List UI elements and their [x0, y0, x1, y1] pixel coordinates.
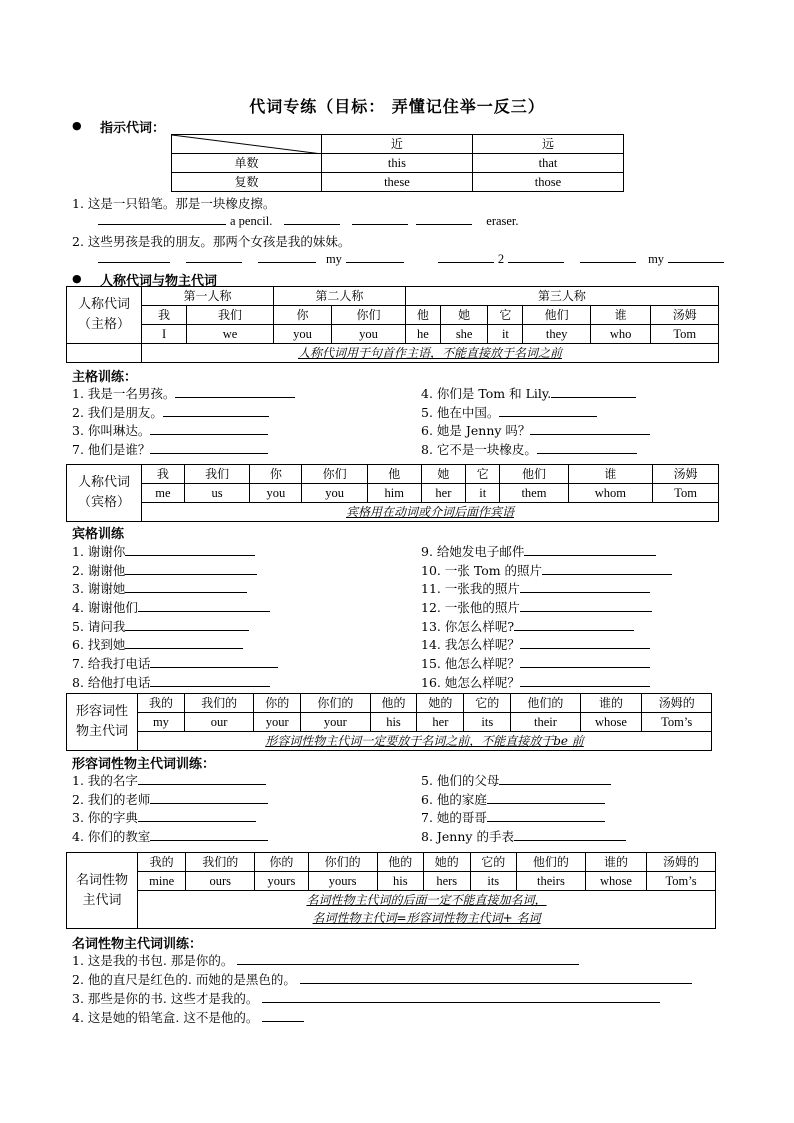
answer-blank[interactable] — [163, 405, 269, 417]
item-text: 6. 找到她 — [72, 637, 126, 653]
cn-row — [67, 306, 719, 325]
text: a pencil. — [229, 214, 273, 228]
pronoun-en-cell: Tom’s — [642, 713, 712, 732]
pronoun-cn-cell: 汤姆 — [653, 465, 719, 484]
pronoun-en-cell: we — [187, 325, 274, 344]
blank-cell — [67, 344, 142, 363]
label-text: 人称代词 — [77, 297, 130, 312]
item-text: 4. 你们是 Tom 和 Lily. — [421, 386, 552, 401]
pronoun-en-cell: it — [466, 484, 500, 503]
item-text: 10. 一张 Tom 的照片 — [421, 562, 543, 578]
pronoun-en-cell: whose — [585, 872, 646, 891]
practice-item — [72, 384, 295, 403]
en-row — [67, 325, 719, 344]
item-text: 9. 给她发电子邮件 — [421, 544, 525, 559]
answer-blank[interactable] — [98, 251, 170, 263]
item-text: 5. 他们的父母 — [421, 773, 500, 788]
pronoun-cn-cell: 她的 — [417, 694, 464, 713]
adjective-possessive-table — [66, 693, 712, 751]
practice-item — [72, 617, 278, 636]
pronoun-cn-cell: 他们的 — [517, 853, 586, 872]
text: 2 — [497, 252, 505, 266]
section-heading-personal: 人称代词与物主代词 — [100, 274, 218, 289]
singular-label: 单数 — [172, 154, 322, 173]
pronoun-en-cell: you — [273, 325, 331, 344]
practice-item — [421, 673, 672, 692]
answer-blank[interactable] — [499, 405, 597, 417]
answer-blank[interactable] — [520, 656, 650, 668]
pronoun-en-cell: your — [301, 713, 370, 732]
answer-blank[interactable] — [499, 773, 611, 785]
practice-item — [72, 635, 278, 654]
pronoun-cn-cell: 你的 — [255, 853, 309, 872]
section-heading-object-practice: 宾格训练 — [72, 527, 125, 542]
section-heading-subject-practice: 主格训练： — [72, 370, 138, 385]
pronoun-en-cell: its — [464, 713, 511, 732]
pronoun-en-cell: me — [142, 484, 185, 503]
pronoun-en-cell: them — [500, 484, 568, 503]
pronoun-en-cell: he — [405, 325, 440, 344]
pronoun-cn-cell: 她 — [421, 465, 466, 484]
pronoun-en-cell: whom — [568, 484, 653, 503]
answer-blank[interactable] — [438, 251, 494, 263]
item-text: 13. 你怎么样呢? — [421, 618, 515, 634]
pronoun-en-cell: my — [138, 713, 185, 732]
answer-blank[interactable] — [138, 773, 266, 785]
answer-blank[interactable] — [524, 544, 656, 556]
answer-blank[interactable] — [520, 675, 650, 687]
pronoun-en-cell: his — [370, 713, 417, 732]
item-text: 16. 她怎么样呢？ — [421, 674, 520, 690]
item-text: 6. 她是 Jenny 吗？ — [421, 423, 531, 439]
pronoun-en-cell: I — [142, 325, 187, 344]
row-label — [67, 287, 142, 344]
answer-blank[interactable] — [514, 619, 634, 631]
practice-item — [72, 989, 660, 1007]
cell-this: this — [321, 154, 472, 173]
item-text: 14. 我怎么样呢？ — [421, 637, 520, 653]
answer-blank[interactable] — [138, 810, 256, 822]
answer-blank[interactable] — [262, 991, 660, 1003]
pronoun-en-cell: his — [377, 872, 424, 891]
label-text: 人称代词 — [77, 475, 130, 490]
page-title: 代词专练（目标： 弄懂记住举一反三） — [249, 97, 545, 116]
item-text: 4. 谢谢他们 — [72, 600, 138, 616]
practice-item — [72, 654, 278, 673]
pronoun-en-cell: it — [488, 325, 523, 344]
item-text: 5. 他在中国。 — [421, 404, 500, 420]
pronoun-en-cell: us — [184, 484, 250, 503]
pronoun-cn-cell: 你们 — [302, 465, 368, 484]
pronoun-cn-cell: 谁 — [590, 306, 651, 325]
answer-blank[interactable] — [520, 600, 652, 612]
practice-item — [72, 790, 268, 809]
answer-blank[interactable] — [125, 544, 255, 556]
answer-blank[interactable] — [150, 792, 268, 804]
answer-line — [98, 213, 519, 229]
answer-blank[interactable] — [258, 251, 316, 263]
bullet: ● — [72, 272, 82, 285]
item-text: 6. 他的家庭 — [421, 791, 487, 807]
practice-right-column — [421, 542, 672, 692]
pronoun-cn-cell: 我们 — [184, 465, 250, 484]
answer-blank[interactable] — [150, 442, 268, 454]
diagonal-line — [172, 135, 322, 154]
text: my — [325, 252, 342, 266]
answer-blank[interactable] — [487, 810, 605, 822]
practice-item — [421, 808, 626, 827]
item-text: 11. 一张我的照片 — [421, 581, 520, 597]
answer-blank[interactable] — [150, 829, 268, 841]
usage-note: 形容词性物主代词一定要放于名词之前，不能直接放于be 前 — [138, 732, 712, 751]
cell-that: that — [472, 154, 623, 173]
practice-item — [421, 561, 672, 580]
item-text: 8. 它不是一块橡皮。 — [421, 442, 537, 458]
pronoun-cn-cell: 它的 — [464, 694, 511, 713]
usage-note: 人称代词用于句首作主语，不能直接放于名词之前 — [142, 344, 719, 363]
label-text: 主代词 — [82, 892, 122, 908]
item-text: 1. 谢谢你 — [72, 544, 126, 559]
pronoun-en-cell: Tom — [651, 325, 719, 344]
answer-blank[interactable] — [150, 423, 268, 435]
text: eraser. — [486, 214, 519, 228]
practice-item — [421, 403, 650, 422]
answer-blank[interactable] — [125, 581, 247, 593]
second-person-header: 第二人称 — [273, 287, 405, 306]
object-pronoun-grid — [66, 464, 719, 522]
answer-blank[interactable] — [530, 423, 650, 435]
practice-item — [421, 598, 672, 617]
practice-item — [72, 561, 278, 580]
answer-blank[interactable] — [542, 563, 672, 575]
practice-item — [72, 951, 579, 969]
answer-line — [98, 251, 724, 267]
pronoun-cn-cell: 我 — [142, 306, 187, 325]
demonstrative-table — [171, 134, 624, 192]
answer-blank[interactable] — [300, 972, 692, 984]
section-heading-adjective-practice: 形容词性物主代词训练： — [72, 757, 216, 772]
practice-item — [72, 771, 268, 790]
pronoun-cn-cell: 汤姆的 — [647, 853, 716, 872]
practice-item — [72, 440, 295, 459]
pronoun-cn-cell: 汤姆的 — [642, 694, 712, 713]
pronoun-cn-cell: 他的 — [370, 694, 417, 713]
answer-blank[interactable] — [284, 213, 340, 225]
pronoun-cn-cell: 它的 — [470, 853, 517, 872]
cell-these: these — [321, 173, 472, 192]
practice-left-column — [72, 771, 268, 846]
usage-note: 宾格用在动词或介词后面作宾语 — [142, 503, 719, 522]
item-text: 3. 那些是你的书. 这些才是我的。 — [72, 991, 259, 1006]
item-text: 1. 我的名字 — [72, 773, 138, 788]
answer-blank[interactable] — [125, 619, 249, 631]
answer-blank[interactable] — [352, 213, 408, 225]
item-text: 1. 我是一名男孩。 — [72, 386, 176, 401]
noun-possessive-table — [66, 852, 716, 929]
answer-blank[interactable] — [150, 675, 270, 687]
section-heading-demonstrative: 指示代词： — [100, 121, 166, 136]
item-text: 2. 谢谢他 — [72, 562, 126, 578]
cell-those: those — [472, 173, 623, 192]
pronoun-cn-cell: 她的 — [424, 853, 471, 872]
plural-label: 复数 — [172, 173, 322, 192]
item-text: 5. 请问我 — [72, 618, 126, 634]
practice-item — [421, 790, 626, 809]
pronoun-cn-cell: 你的 — [254, 694, 301, 713]
practice-item — [72, 403, 295, 422]
label-text: （主格） — [77, 317, 130, 332]
usage-note: 名词性物主代词=形容词性物主代词+ 名词 — [138, 910, 716, 929]
pronoun-cn-cell: 她 — [440, 306, 488, 325]
pronoun-en-cell: whose — [580, 713, 642, 732]
item-text: 3. 谢谢她 — [72, 581, 126, 597]
question: 1. 这是一只铅笔。那是一块橡皮擦。 — [72, 196, 276, 211]
item-text: 7. 她的哥哥 — [421, 810, 487, 826]
practice-item — [421, 617, 672, 636]
pronoun-cn-cell: 你们的 — [308, 853, 377, 872]
pronoun-en-cell: her — [421, 484, 466, 503]
question: 2. 这些男孩是我的朋友。那两个女孩是我的妹妹。 — [72, 234, 351, 249]
row-label — [67, 465, 142, 522]
pronoun-cn-cell: 他 — [405, 306, 440, 325]
practice-item — [72, 542, 278, 561]
pronoun-en-cell: your — [254, 713, 301, 732]
first-person-header: 第一人称 — [142, 287, 274, 306]
item-text: 7. 他们是谁？ — [72, 442, 151, 458]
pronoun-cn-cell: 我 — [142, 465, 185, 484]
row-label — [67, 694, 138, 751]
practice-right-column — [421, 384, 650, 459]
answer-blank[interactable] — [186, 251, 242, 263]
pronoun-en-cell: our — [184, 713, 253, 732]
pronoun-en-cell: you — [250, 484, 302, 503]
pronoun-en-cell: yours — [308, 872, 377, 891]
section-heading-noun-practice: 名词性物主代词训练： — [72, 937, 203, 952]
pronoun-cn-cell: 我的 — [138, 694, 185, 713]
pronoun-en-cell: hers — [424, 872, 471, 891]
pronoun-cn-cell: 你们的 — [301, 694, 370, 713]
practice-item — [72, 598, 278, 617]
pronoun-cn-cell: 他的 — [377, 853, 424, 872]
answer-blank[interactable] — [237, 953, 579, 965]
item-text: 8. 给他打电话 — [72, 674, 151, 690]
pronoun-cn-cell: 我们 — [187, 306, 274, 325]
item-text: 3. 你的字典 — [72, 810, 138, 826]
text: my — [648, 252, 665, 266]
pronoun-en-cell: him — [367, 484, 421, 503]
answer-blank[interactable] — [262, 1010, 304, 1022]
item-text: 1. 这是我的书包. 那是你的。 — [72, 953, 234, 968]
pronoun-en-cell: yours — [255, 872, 309, 891]
item-text: 2. 他的直尺是红色的. 而她的是黑色的。 — [72, 972, 296, 987]
answer-blank[interactable] — [150, 656, 278, 668]
answer-blank[interactable] — [416, 213, 472, 225]
practice-item — [421, 579, 672, 598]
pronoun-cn-cell: 他 — [367, 465, 421, 484]
near-header: 近 — [321, 135, 472, 154]
pronoun-cn-cell: 他们的 — [511, 694, 580, 713]
pronoun-cn-cell: 我们的 — [184, 694, 253, 713]
pronoun-en-cell: who — [590, 325, 651, 344]
practice-item — [72, 421, 295, 440]
pronoun-en-cell: you — [302, 484, 368, 503]
answer-blank[interactable] — [580, 251, 636, 263]
answer-blank[interactable] — [346, 251, 404, 263]
pronoun-cn-cell: 你们 — [332, 306, 406, 325]
pronoun-cn-cell: 他们 — [523, 306, 590, 325]
practice-item — [72, 673, 278, 692]
practice-item — [72, 808, 268, 827]
practice-item — [421, 827, 626, 846]
answer-blank[interactable] — [508, 251, 564, 263]
pronoun-en-cell: ours — [186, 872, 255, 891]
item-text: 12. 一张他的照片 — [421, 600, 520, 616]
answer-blank[interactable] — [125, 563, 257, 575]
pronoun-cn-cell: 谁的 — [585, 853, 646, 872]
item-text: 7. 给我打电话 — [72, 656, 151, 672]
item-text: 2. 我们是朋友。 — [72, 404, 163, 420]
pronoun-en-cell: her — [417, 713, 464, 732]
pronoun-cn-cell: 它 — [466, 465, 500, 484]
pronoun-cn-cell: 你 — [250, 465, 302, 484]
practice-item — [421, 384, 650, 403]
practice-left-column — [72, 542, 278, 692]
pronoun-en-cell: their — [511, 713, 580, 732]
practice-right-column — [421, 771, 626, 846]
pronoun-en-cell: theirs — [517, 872, 586, 891]
answer-blank[interactable] — [520, 581, 650, 593]
practice-item — [421, 542, 672, 561]
pronoun-en-cell: she — [440, 325, 488, 344]
pronoun-en-cell: Tom — [653, 484, 719, 503]
pronoun-cn-cell: 他们 — [500, 465, 568, 484]
label-text: （宾格） — [77, 495, 130, 510]
pronoun-en-cell: its — [470, 872, 517, 891]
answer-blank[interactable] — [487, 792, 605, 804]
practice-item — [421, 421, 650, 440]
practice-item — [72, 970, 692, 988]
practice-left-column — [72, 384, 295, 459]
pronoun-cn-cell: 我们的 — [186, 853, 255, 872]
item-text: 8. Jenny 的手表 — [421, 829, 514, 845]
label-text: 名词性物 — [75, 872, 128, 888]
answer-blank[interactable] — [514, 829, 626, 841]
pronoun-en-cell: Tom’s — [647, 872, 716, 891]
practice-item — [72, 827, 268, 846]
answer-blank[interactable] — [551, 386, 636, 398]
third-person-header: 第三人称 — [405, 287, 718, 306]
answer-blank[interactable] — [537, 442, 637, 454]
item-text: 3. 你叫琳达。 — [72, 423, 151, 439]
label-text: 形容词性 — [75, 704, 128, 719]
pronoun-en-cell: they — [523, 325, 590, 344]
pronoun-cn-cell: 你 — [273, 306, 331, 325]
item-text: 4. 这是她的铅笔盒. 这不是他的。 — [72, 1010, 259, 1025]
item-text: 2. 我们的老师 — [72, 791, 151, 807]
answer-blank[interactable] — [98, 213, 226, 225]
answer-blank[interactable] — [520, 637, 650, 649]
answer-blank[interactable] — [175, 386, 295, 398]
pronoun-en-cell: you — [332, 325, 406, 344]
item-text: 15. 他怎么样呢？ — [421, 656, 520, 672]
pronoun-cn-cell: 它 — [488, 306, 523, 325]
answer-blank[interactable] — [668, 251, 724, 263]
usage-note: 名词性物主代词的后面一定不能直接加名词， — [138, 891, 716, 910]
practice-item — [421, 440, 650, 459]
practice-item — [421, 771, 626, 790]
item-text: 4. 你们的教室 — [72, 829, 151, 845]
pronoun-cn-cell: 汤姆 — [651, 306, 719, 325]
practice-item — [72, 579, 278, 598]
pronoun-cn-cell: 我的 — [138, 853, 186, 872]
diagonal-cell — [172, 135, 322, 154]
pronoun-cn-cell: 谁 — [568, 465, 653, 484]
label-text: 物主代词 — [75, 724, 128, 739]
far-header: 远 — [472, 135, 623, 154]
practice-item — [421, 654, 672, 673]
practice-item — [72, 1008, 304, 1026]
pronoun-en-cell: mine — [138, 872, 186, 891]
answer-blank[interactable] — [125, 637, 243, 649]
pronoun-cn-cell: 谁的 — [580, 694, 642, 713]
practice-item — [421, 635, 672, 654]
subject-pronoun-table — [66, 286, 719, 363]
bullet: ● — [72, 119, 82, 132]
answer-blank[interactable] — [138, 600, 270, 612]
row-label — [67, 853, 138, 929]
